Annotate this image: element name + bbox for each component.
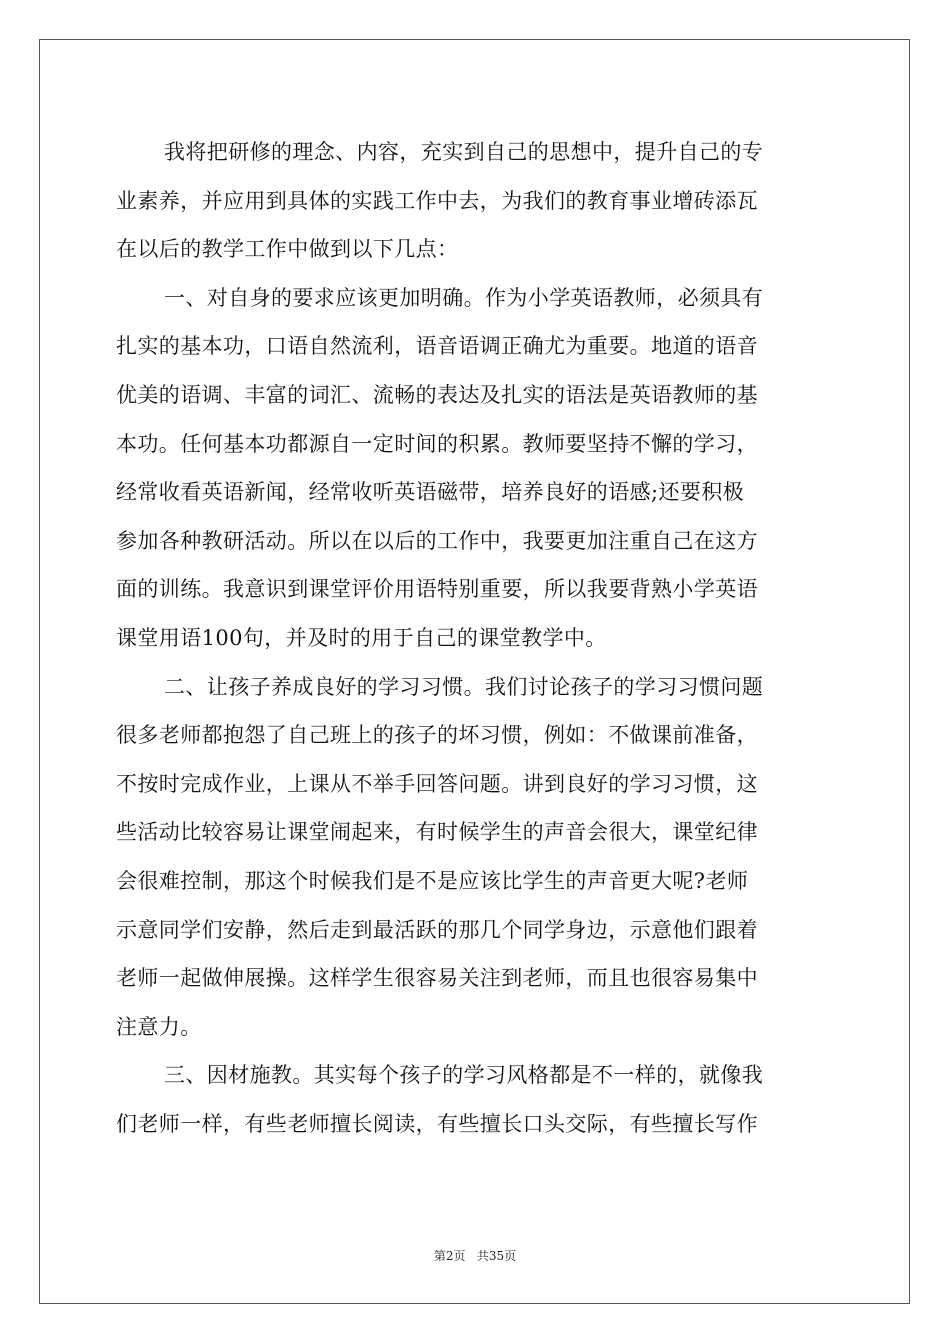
paragraph-line: 示意同学们安静，然后走到最活跃的那几个同学身边，示意他们跟着 bbox=[116, 917, 758, 942]
page-number-footer: 第2页 共35页 bbox=[433, 1249, 517, 1263]
paragraph-line: 些活动比较容易让课堂闹起来，有时候学生的声音会很大，课堂纪律 bbox=[116, 820, 758, 845]
paragraph-line: 很多老师都抱怨了自己班上的孩子的坏习惯，例如：不做课前准备， bbox=[116, 723, 758, 748]
paragraph-line: 经常收看英语新闻，经常收听英语磁带，培养良好的语感;还要积极 bbox=[116, 480, 745, 505]
paragraph-line: 会很难控制，那这个时候我们是不是应该比学生的声音更大呢?老师 bbox=[116, 868, 749, 893]
paragraph-line: 本功。任何基本功都源自一定时间的积累。教师要坚持不懈的学习， bbox=[116, 431, 758, 456]
paragraph-line: 一、对自身的要求应该更加明确。作为小学英语教师，必须具有 bbox=[164, 285, 764, 310]
paragraph-line: 三、因材施教。其实每个孩子的学习风格都是不一样的，就像我 bbox=[164, 1063, 764, 1088]
paragraph-line: 在以后的教学工作中做到以下几点： bbox=[116, 237, 459, 262]
paragraph-line: 我将把研修的理念、内容，充实到自己的思想中，提升自己的专 bbox=[164, 140, 764, 164]
paragraph-line: 注意力。 bbox=[116, 1014, 202, 1039]
paragraph-line: 参加各种教研活动。所以在以后的工作中，我要更加注重自己在这方 bbox=[116, 528, 758, 553]
paragraph-line: 优美的语调、丰富的词汇、流畅的表达及扎实的语法是英语教师的基 bbox=[116, 382, 758, 407]
paragraph-line: 们老师一样，有些老师擅长阅读，有些擅长口头交际，有些擅长写作 bbox=[116, 1111, 758, 1136]
paragraph-line: 业素养，并应用到具体的实践工作中去，为我们的教育事业增砖添瓦 bbox=[116, 188, 758, 213]
paragraph-line: 不按时完成作业，上课从不举手回答问题。讲到良好的学习习惯，这 bbox=[116, 771, 758, 796]
paragraph-line: 扎实的基本功，口语自然流利，语音语调正确尤为重要。地道的语音 bbox=[116, 334, 758, 359]
paragraph-line: 二、让孩子养成良好的学习习惯。我们讨论孩子的学习习惯问题 bbox=[164, 674, 764, 699]
paragraph-line: 课堂用语100句，并及时的用于自己的课堂教学中。 bbox=[116, 625, 607, 650]
document-body bbox=[116, 128, 832, 1148]
paragraph-line: 面的训练。我意识到课堂评价用语特别重要，所以我要背熟小学英语 bbox=[116, 577, 758, 602]
paragraph-line: 老师一起做伸展操。这样学生很容易关注到老师，而且也很容易集中 bbox=[116, 966, 758, 991]
